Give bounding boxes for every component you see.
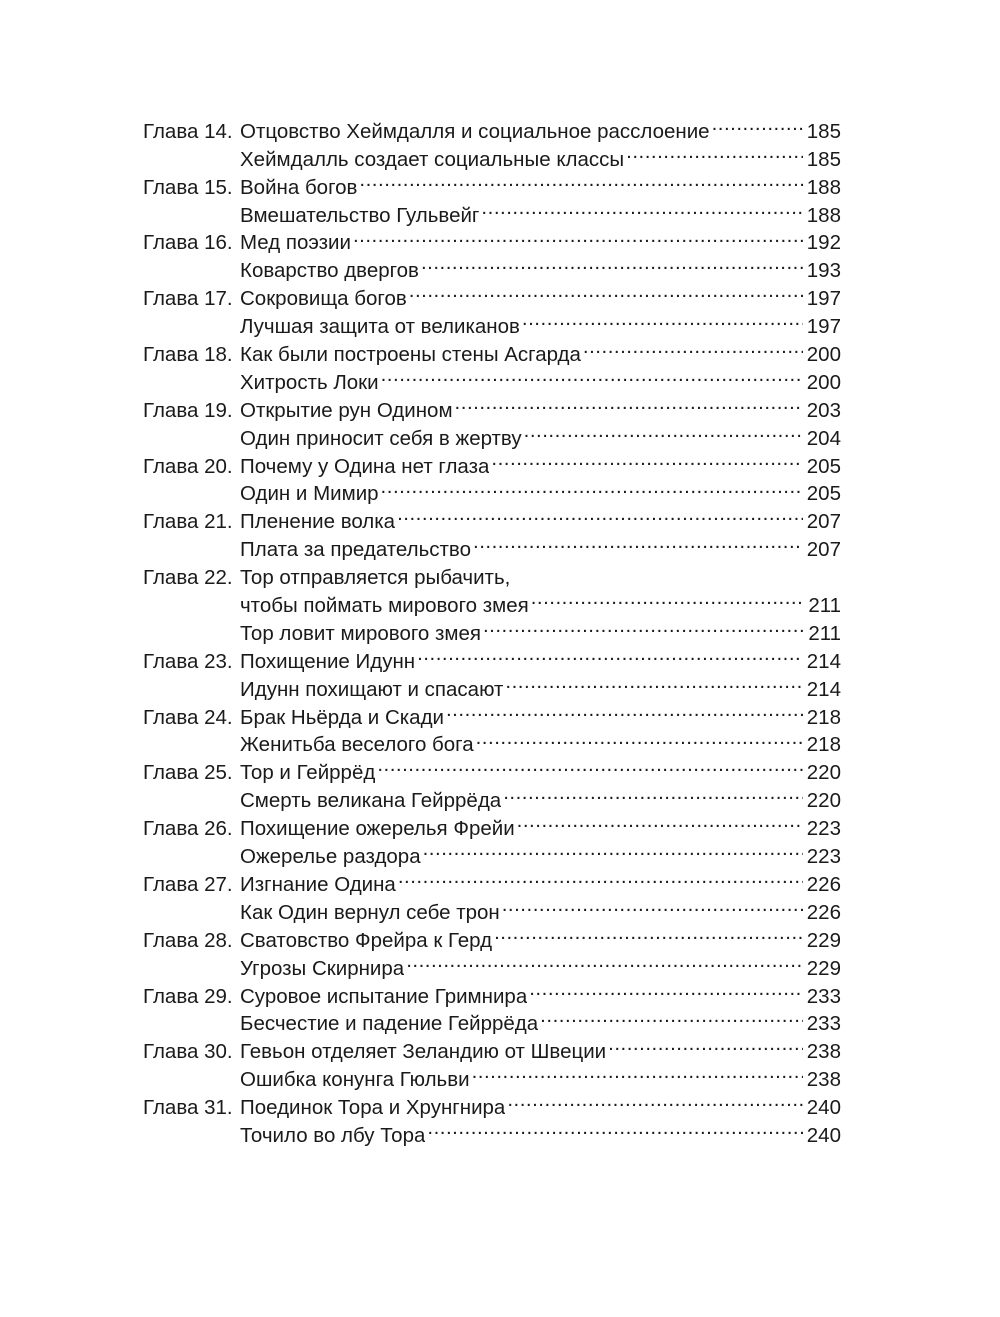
entry-title: Похищение Идунн — [240, 649, 416, 673]
dot-leader — [512, 556, 803, 584]
dot-leader — [409, 277, 803, 305]
dot-leader — [476, 724, 803, 752]
page-number: 238 — [806, 1068, 841, 1092]
entry-title: Тор отправляется рыбачить, — [240, 566, 511, 590]
entry-title: Хитрость Локи — [240, 370, 379, 394]
entry-title: Сватовство Фрейра к Герд — [240, 928, 493, 952]
dot-leader — [417, 640, 803, 668]
page-number: 211 — [808, 621, 841, 645]
chapter-label: Глава 20. — [143, 454, 233, 478]
dot-leader — [472, 1058, 803, 1086]
entry-title: Угрозы Скирнира — [240, 956, 405, 980]
entry-title: Коварство двергов — [240, 259, 419, 283]
entry-title: Хеймдалль создает социальные классы — [240, 147, 625, 171]
dot-leader — [529, 975, 803, 1003]
dot-leader — [446, 696, 803, 724]
dot-leader — [505, 668, 803, 696]
entry-title: Изгнание Одина — [240, 872, 396, 896]
page-number: 220 — [806, 761, 841, 785]
dot-leader — [381, 361, 803, 389]
entry-title: Тор и Гейррёд — [240, 761, 376, 785]
entry-title: Один и Мимир — [240, 482, 379, 506]
page-number: 214 — [806, 649, 841, 673]
entry-title: Ошибка конунга Гюльви — [240, 1068, 470, 1092]
page-number: 240 — [806, 1096, 841, 1120]
page-number: 218 — [806, 733, 841, 757]
dot-leader — [502, 891, 803, 919]
dot-leader — [423, 835, 803, 863]
chapter-label: Глава 31. — [143, 1096, 233, 1120]
chapter-label: Глава 16. — [143, 231, 233, 255]
dot-leader — [494, 919, 803, 947]
page-number: 207 — [806, 510, 841, 534]
entry-title: Бесчестие и падение Гейррёда — [240, 1012, 539, 1036]
entry-title: Точило во лбу Тора — [240, 1123, 426, 1147]
entry-title: Тор ловит мирового змея — [240, 621, 481, 645]
entry-title: Как были построены стены Асгарда — [240, 343, 581, 367]
chapter-label: Глава 30. — [143, 1040, 233, 1064]
page-number: 226 — [806, 872, 841, 896]
page-number: 205 — [806, 454, 841, 478]
page-number: 197 — [806, 315, 841, 339]
dot-leader — [406, 947, 803, 975]
dot-leader — [608, 1030, 803, 1058]
page-number: 233 — [806, 984, 841, 1008]
page-number: 233 — [806, 1012, 841, 1036]
page-number: 188 — [806, 175, 841, 199]
page-number: 226 — [806, 900, 841, 924]
entry-title: Один приносит себя в жертву — [240, 426, 522, 450]
table-of-contents — [143, 110, 841, 1147]
entry-title: Мед поэзии — [240, 231, 351, 255]
entry-title: Лучшая защита от великанов — [240, 315, 520, 339]
dot-leader — [540, 1003, 803, 1031]
entry-title: Отцовство Хеймдалля и социальное расслоение — [240, 119, 710, 143]
dot-leader — [524, 417, 803, 445]
entry-title: Смерть великана Гейррёда — [240, 789, 502, 813]
entry-title: Брак Ньёрда и Скади — [240, 705, 444, 729]
entry-title: Открытие рун Одином — [240, 398, 453, 422]
entry-title: Поединок Тора и Хрунгнира — [240, 1096, 506, 1120]
page-number: 229 — [806, 956, 841, 980]
dot-leader — [353, 222, 803, 250]
entry-title: чтобы поймать мирового змея — [240, 594, 529, 618]
chapter-label: Глава 22. — [143, 566, 233, 590]
entry-title: Ожерелье раздора — [240, 845, 421, 869]
dot-leader — [359, 166, 803, 194]
chapter-label: Глава 14. — [143, 119, 233, 143]
chapter-label: Глава 27. — [143, 872, 233, 896]
page-number: 188 — [806, 203, 841, 227]
entry-title: Война богов — [240, 175, 358, 199]
chapter-label: Глава 15. — [143, 175, 233, 199]
page-number: 238 — [806, 1040, 841, 1064]
dot-leader — [473, 528, 803, 556]
entry-title: Почему у Одина нет глаза — [240, 454, 490, 478]
chapter-label: Глава 18. — [143, 343, 233, 367]
dot-leader — [626, 138, 803, 166]
page-number: 185 — [806, 119, 841, 143]
page-number: 197 — [806, 287, 841, 311]
entry-title: Идунн похищают и спасают — [240, 677, 504, 701]
chapter-label: Глава 25. — [143, 761, 233, 785]
entry-title: Сокровища богов — [240, 287, 407, 311]
page-number: 218 — [806, 705, 841, 729]
chapter-label: Глава 29. — [143, 984, 233, 1008]
dot-leader — [517, 807, 803, 835]
page-number: 211 — [808, 594, 841, 618]
page-number: 214 — [806, 677, 841, 701]
chapter-label: Глава 19. — [143, 398, 233, 422]
chapter-label: Глава 17. — [143, 287, 233, 311]
entry-title: Плата за предательство — [240, 538, 471, 562]
page-number: 223 — [806, 817, 841, 841]
page-number: 185 — [806, 147, 841, 171]
dot-leader — [381, 473, 803, 501]
dot-leader — [397, 500, 803, 528]
page-number: 220 — [806, 789, 841, 813]
entry-title: Гевьон отделяет Зеландию от Швеции — [240, 1040, 607, 1064]
entry-title: Вмешательство Гульвейг — [240, 203, 480, 227]
dot-leader — [398, 863, 803, 891]
dot-leader — [583, 333, 803, 361]
dot-leader — [455, 389, 803, 417]
toc-entry — [143, 110, 841, 143]
page-number: 204 — [806, 426, 841, 450]
dot-leader — [522, 305, 803, 333]
dot-leader — [481, 194, 803, 222]
dot-leader — [483, 612, 803, 640]
page-number: 193 — [806, 259, 841, 283]
page-number: 192 — [806, 231, 841, 255]
page-number: 240 — [806, 1123, 841, 1147]
dot-leader — [421, 249, 803, 277]
page-number: 200 — [806, 343, 841, 367]
page-number: 203 — [806, 398, 841, 422]
entry-title: Суровое испытание Гримнира — [240, 984, 528, 1008]
dot-leader — [507, 1086, 803, 1114]
entry-title: Похищение ожерелья Фрейи — [240, 817, 515, 841]
page-number: 205 — [806, 482, 841, 506]
dot-leader — [503, 779, 803, 807]
page-number: 200 — [806, 370, 841, 394]
dot-leader — [712, 110, 803, 138]
entry-title: Как Один вернул себе трон — [240, 900, 500, 924]
dot-leader — [377, 751, 803, 779]
chapter-label: Глава 21. — [143, 510, 233, 534]
dot-leader — [427, 1114, 803, 1142]
chapter-label: Глава 23. — [143, 649, 233, 673]
page-number: 229 — [806, 928, 841, 952]
chapter-label: Глава 26. — [143, 817, 233, 841]
dot-leader — [531, 584, 803, 612]
chapter-label: Глава 24. — [143, 705, 233, 729]
page-number: 223 — [806, 845, 841, 869]
chapter-label: Глава 28. — [143, 928, 233, 952]
page-number: 207 — [806, 538, 841, 562]
dot-leader — [491, 445, 803, 473]
entry-title: Пленение волка — [240, 510, 396, 534]
entry-title: Женитьба веселого бога — [240, 733, 474, 757]
